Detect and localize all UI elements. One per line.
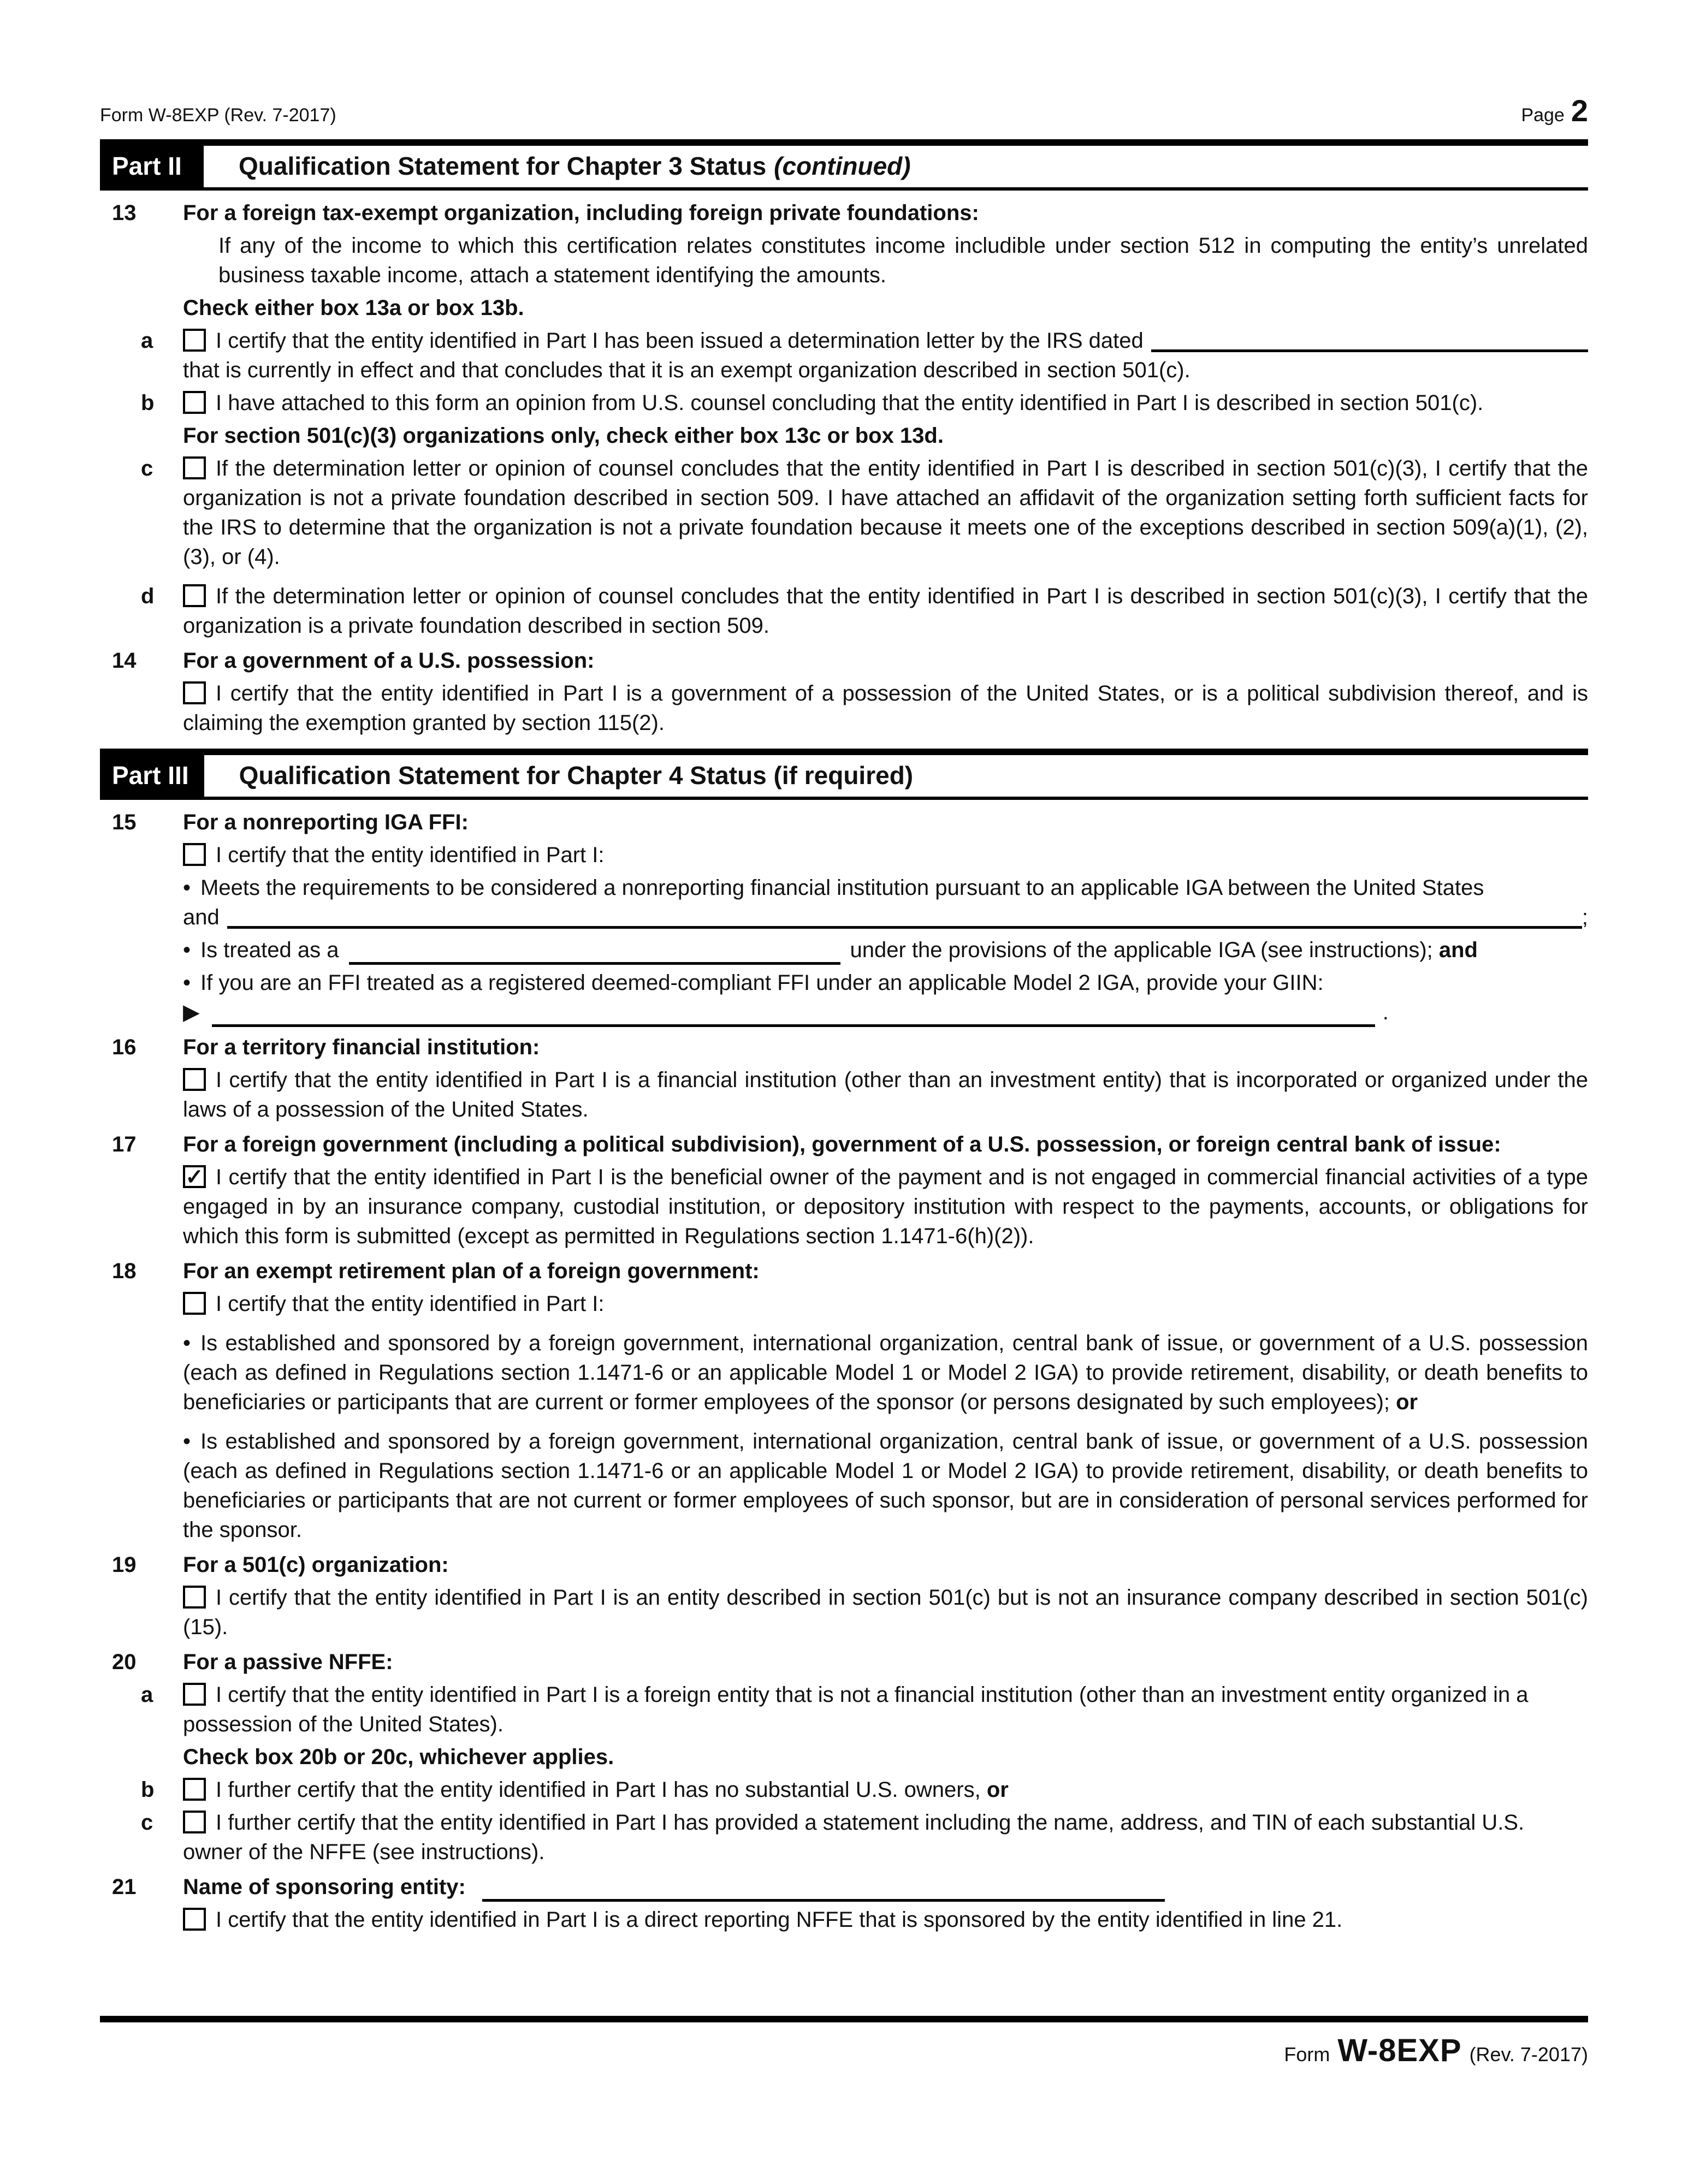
line15-heading-row	[100, 808, 1588, 837]
page-number	[1521, 93, 1588, 128]
line20b-row	[100, 1775, 1588, 1805]
checkbox-15[interactable]	[183, 843, 206, 866]
line13c-letter: c	[141, 456, 153, 480]
line17-body	[183, 1162, 1588, 1251]
line15-bullet1-row	[100, 873, 1588, 932]
blank-sponsoring-entity[interactable]	[482, 1879, 1165, 1902]
line18-bullet2-text: Is established and sponsored by a foreign government, international organization, central bank of issue, or government of a U.S. possession (each as defined in Regulations section 1.1471-6 or an applicable Model 1 or Model 2 IGA) to provide retirement, disability, or death benefits to beneficiaries or participants that are not current or former employees of such sponsor, but are in consideration of personal services performed for the sponsor.	[183, 1429, 1588, 1542]
line14-number: 14	[112, 649, 137, 673]
line19-number: 19	[112, 1553, 137, 1577]
line13a-text	[183, 326, 1144, 355]
line13c-text: If the determination letter or opinion of counsel concludes that the entity identified in Part I is described in section 501(c)(3), I certify that the organization is not a private foundation described in section 509. I have attached an affidavit of the organization setting forth sufficient facts for the IRS to determine that the organization is not a private foundation because it meets one of the exceptions described in section 509(a)(1), (2), (3), or (4).	[183, 456, 1588, 569]
line21-heading-row	[100, 1872, 1588, 1902]
gutter	[100, 198, 183, 228]
page-number-value: 2	[1571, 93, 1588, 128]
line21-heading-body	[183, 1872, 1588, 1902]
line21-heading-line	[183, 1872, 1588, 1902]
line20-check-note: Check box 20b or 20c, whichever applies.	[183, 1745, 614, 1769]
line18-bullet2-body	[183, 1427, 1588, 1545]
line17-cert-row	[100, 1162, 1588, 1251]
bullet-icon: •	[183, 938, 191, 962]
line15-bullet2-start	[183, 935, 339, 965]
line17-number: 17	[112, 1132, 137, 1156]
checkbox-21[interactable]	[183, 1908, 206, 1931]
line18-bullet2-row	[100, 1427, 1588, 1545]
line18-bullet1-text: Is established and sponsored by a foreign government, international organization, central bank of issue, or government of a U.S. possession (each as defined in Regulations section 1.1471-6 or an applicable Model 1 or Model 2 IGA) to provide retirement, disability, or death benefits to beneficiaries or participants that are current or former employees of the sponsor (or persons designated by such employees);	[183, 1331, 1588, 1414]
part3-header-bar	[100, 749, 1588, 800]
gutter-spacer	[100, 1742, 183, 1772]
line13d-letter: d	[141, 584, 155, 608]
line13-501c3-note: For section 501(c)(3) organizations only, check either box 13c or box 13d.	[183, 424, 944, 448]
gutter-spacer	[100, 421, 183, 450]
line16-cert-row	[100, 1065, 1588, 1124]
line20b-or-bold: or	[986, 1778, 1009, 1802]
blank-iga-country[interactable]	[227, 926, 1582, 929]
line14-heading: For a government of a U.S. possession:	[183, 649, 595, 673]
line13-check-note: Check either box 13a or box 13b.	[183, 296, 524, 320]
line13a-line1	[183, 326, 1588, 355]
line13d-row	[100, 581, 1588, 640]
line18-bullet1-body	[183, 1328, 1588, 1417]
line20a-body	[183, 1680, 1588, 1739]
line20-heading-row	[100, 1647, 1588, 1677]
line20a-row	[100, 1680, 1588, 1739]
line14-heading-row	[100, 646, 1588, 675]
line20b-letter: b	[141, 1778, 155, 1802]
line13d-body	[183, 581, 1588, 640]
line18-or-bold: or	[1396, 1390, 1418, 1414]
line13b-letter: b	[141, 391, 155, 415]
line15-cert-body	[183, 840, 1588, 870]
check-icon: ✓	[185, 1165, 204, 1189]
line19-heading-row	[100, 1550, 1588, 1580]
line13-heading-row	[100, 198, 1588, 228]
line18-heading-row	[100, 1256, 1588, 1286]
line17-heading: For a foreign government (including a political subdivision), government of a U.S. possession, or foreign central bank of issue:	[183, 1132, 1501, 1156]
line20b-body	[183, 1775, 1588, 1805]
checkbox-20c[interactable]	[183, 1811, 206, 1833]
line21-text: I certify that the entity identified in Part I is a direct reporting NFFE that is sponsored by the entity identified in line 21.	[216, 1908, 1343, 1932]
gutter-spacer	[100, 293, 183, 323]
gutter	[100, 1550, 183, 1580]
line13a-body	[183, 326, 1588, 385]
form-reference: Form W-8EXP (Rev. 7-2017)	[100, 105, 336, 126]
line21-heading: Name of sponsoring entity:	[183, 1875, 466, 1899]
line15-bullet3-row	[100, 968, 1588, 1027]
part2-title	[204, 146, 1588, 187]
checkbox-13a[interactable]	[183, 329, 206, 352]
blank-irs-date[interactable]	[1151, 349, 1588, 352]
checkbox-14[interactable]	[183, 681, 206, 704]
checkbox-17[interactable]	[183, 1165, 206, 1188]
giin-arrow-icon: ▶	[183, 1000, 200, 1024]
gutter	[100, 454, 183, 572]
line17-text: I certify that the entity identified in Part I is the beneficial owner of the payment and is not engaged in commercial financial activities of a type engaged in by an insurance company, custodial institution, or depository institution with respect to the payments, accounts, or obligations for which this form is submitted (except as permitted in Regulations section 1.1471-6(h)(2)).	[183, 1165, 1588, 1248]
line19-heading: For a 501(c) organization:	[183, 1553, 449, 1577]
gutter	[100, 1872, 183, 1902]
gutter	[100, 1680, 183, 1739]
gutter-spacer	[100, 1289, 183, 1319]
line15-cert-row	[100, 840, 1588, 870]
checkbox-18[interactable]	[183, 1292, 206, 1315]
line15-number: 15	[112, 810, 137, 834]
part3-label: Part III	[100, 755, 204, 797]
part3-title-text: Qualification Statement for Chapter 4 Status (if required)	[239, 761, 914, 790]
page-header	[100, 93, 1588, 128]
line15-bullet1-text: Meets the requirements to be considered a nonreporting financial institution pursuant to an applicable IGA between the United States	[200, 876, 1484, 900]
checkbox-13b[interactable]	[183, 391, 206, 414]
line13-checknote-row	[100, 293, 1588, 323]
line13d-text: If the determination letter or opinion of counsel concludes that the entity identified in Part I is described in section 501(c)(3), I certify that the organization is a private foundation described in section 509.	[183, 584, 1588, 638]
line15-bullet2-before: Is treated as a	[200, 938, 339, 962]
line13a-label: I certify that the entity identified in Part I has been issued a determination letter by the IRS dated	[216, 329, 1144, 353]
line15-and-word: and	[183, 905, 220, 929]
gutter-spacer	[100, 968, 183, 1027]
line20c-body	[183, 1808, 1588, 1867]
gutter	[100, 1256, 183, 1286]
line15-bullet1-line1	[183, 873, 1588, 903]
page-label: Page	[1521, 105, 1565, 126]
line16-body	[183, 1065, 1588, 1124]
part3-title	[204, 755, 1588, 797]
line15-and-bold: and	[1438, 938, 1478, 962]
checkbox-13c[interactable]	[183, 456, 206, 479]
gutter	[100, 388, 183, 418]
footer-form-name: W-8EXP	[1337, 2033, 1462, 2068]
line18-heading: For an exempt retirement plan of a foreign government:	[183, 1259, 760, 1283]
line13b-body	[183, 388, 1588, 418]
checkbox-20b[interactable]	[183, 1778, 206, 1801]
line13b-row	[100, 388, 1588, 418]
line18-bullet1-row	[100, 1328, 1588, 1417]
line14-cert-row	[100, 679, 1588, 738]
line20b-text: I further certify that the entity identified in Part I has no substantial U.S. owners,	[216, 1778, 981, 1802]
gutter-spacer	[100, 1583, 183, 1642]
line20a-letter: a	[141, 1683, 153, 1707]
line19-cert-row	[100, 1583, 1588, 1642]
line17-heading-row	[100, 1130, 1588, 1159]
line13-number: 13	[112, 201, 137, 225]
part2-header-bar	[100, 139, 1588, 191]
line15-semicolon: ;	[1582, 905, 1588, 929]
part2-title-text: Qualification Statement for Chapter 3 Status	[239, 152, 767, 180]
line20a-text: I certify that the entity identified in Part I is a foreign entity that is not a financial institution (other than an investment entity organized in a possession of the United States).	[183, 1683, 1529, 1736]
gutter-spacer	[100, 935, 183, 965]
gutter-spacer	[100, 1065, 183, 1124]
gutter	[100, 808, 183, 837]
line18-cert-row	[100, 1289, 1588, 1319]
gutter	[100, 326, 183, 385]
line13c-body	[183, 454, 1588, 572]
line15-bullet1-body	[183, 873, 1588, 932]
gutter-spacer	[100, 840, 183, 870]
line21-cert-row	[100, 1905, 1588, 1934]
bullet-icon: •	[183, 1429, 191, 1453]
line15-heading: For a nonreporting IGA FFI:	[183, 810, 469, 834]
checkbox-16[interactable]	[183, 1068, 206, 1091]
line20c-text: I further certify that the entity identified in Part I has provided a statement including the name, address, and TIN of each substantial U.S. owner of the NFFE (see instructions).	[183, 1811, 1525, 1864]
gutter	[100, 1647, 183, 1677]
line18-number: 18	[112, 1259, 137, 1283]
line21-body	[183, 1905, 1588, 1934]
footer-form-id	[1284, 2032, 1588, 2069]
line20c-row	[100, 1808, 1588, 1867]
line13-heading: For a foreign tax-exempt organization, including foreign private foundations:	[183, 201, 979, 225]
line15-bullet2-tail	[850, 935, 1478, 965]
line15-bullet2-body	[183, 935, 1588, 965]
gutter	[100, 646, 183, 675]
bullet-icon: •	[183, 1331, 191, 1355]
line13a-text2: that is currently in effect and that concludes that it is an exempt organization described in section 501(c).	[183, 358, 1191, 382]
gutter-spacer	[100, 873, 183, 932]
line15-bullet2-after: under the provisions of the applicable IGA (see instructions);	[850, 938, 1433, 962]
line20c-letter: c	[141, 1811, 153, 1835]
footer-rule	[100, 2016, 1588, 2022]
gutter-spacer	[100, 1328, 183, 1417]
line16-number: 16	[112, 1035, 137, 1059]
bullet-icon: •	[183, 971, 191, 995]
line15-bullet2-row	[100, 935, 1588, 965]
line13a-row	[100, 326, 1588, 385]
line15-giin-line	[183, 998, 1588, 1027]
line15-bullet3-text: If you are an FFI treated as a registered deemed-compliant FFI under an applicable Model 2 IGA, provide your GIIN:	[200, 971, 1324, 995]
line19-body	[183, 1583, 1588, 1642]
line20-heading: For a passive NFFE:	[183, 1650, 393, 1674]
line15-giin-period: .	[1382, 1000, 1389, 1024]
line13-intro-row	[100, 231, 1588, 290]
line15-bullet1-line2	[183, 903, 1588, 932]
checkbox-13d[interactable]	[183, 584, 206, 607]
part2-title-continued: (continued)	[774, 152, 911, 180]
gutter-spacer	[100, 679, 183, 738]
checkbox-19[interactable]	[183, 1586, 206, 1609]
line13-501c3-note-row	[100, 421, 1588, 450]
gutter	[100, 581, 183, 640]
line18-cert-text: I certify that the entity identified in Part I:	[216, 1292, 605, 1316]
gutter	[100, 1808, 183, 1867]
checkbox-20a[interactable]	[183, 1683, 206, 1706]
line13-intro: If any of the income to which this certification relates constitutes income includible under section 512 in computing the entity’s unrelated business taxable income, attach a statement identifying the amounts.	[218, 234, 1588, 287]
bullet-icon: •	[183, 876, 191, 900]
line13c-row	[100, 454, 1588, 572]
gutter-spacer	[100, 1905, 183, 1934]
line15-cert-text: I certify that the entity identified in Part I:	[216, 843, 605, 867]
gutter-spacer	[100, 1427, 183, 1545]
footer-form-label: Form	[1284, 2043, 1330, 2066]
blank-iga-status[interactable]	[349, 942, 840, 965]
footer-form-rev: (Rev. 7-2017)	[1469, 2043, 1588, 2066]
line13a-letter: a	[141, 329, 153, 353]
line18-cert-body	[183, 1289, 1588, 1319]
gutter	[100, 1775, 183, 1805]
line15-bullet3-line1	[183, 968, 1588, 998]
line20-checknote-row	[100, 1742, 1588, 1772]
gutter	[100, 1032, 183, 1062]
line20-number: 20	[112, 1650, 137, 1674]
gutter	[100, 1130, 183, 1159]
line15-bullet2-line	[183, 935, 1588, 965]
gutter-spacer	[100, 231, 183, 290]
line14-text: I certify that the entity identified in Part I is a government of a possession of the United States, or is a political subdivision thereof, and is claiming the exemption granted by section 115(2).	[183, 681, 1588, 735]
blank-giin[interactable]	[212, 1004, 1375, 1027]
gutter-spacer	[100, 1162, 183, 1251]
line16-heading-row	[100, 1032, 1588, 1062]
line13b-text: I have attached to this form an opinion from U.S. counsel concluding that the entity identified in Part I is described in section 501(c).	[216, 391, 1484, 415]
part2-label: Part II	[100, 146, 204, 187]
line21-number: 21	[112, 1875, 137, 1899]
line16-heading: For a territory financial institution:	[183, 1035, 540, 1059]
line14-body	[183, 679, 1588, 738]
line15-bullet3-body	[183, 968, 1588, 1027]
line19-text: I certify that the entity identified in Part I is an entity described in section 501(c) but is not an insurance company described in section 501(c)(15).	[183, 1586, 1588, 1639]
line16-text: I certify that the entity identified in Part I is a financial institution (other than an investment entity) that is incorporated or organized under the laws of a possession of the United States.	[183, 1068, 1588, 1121]
